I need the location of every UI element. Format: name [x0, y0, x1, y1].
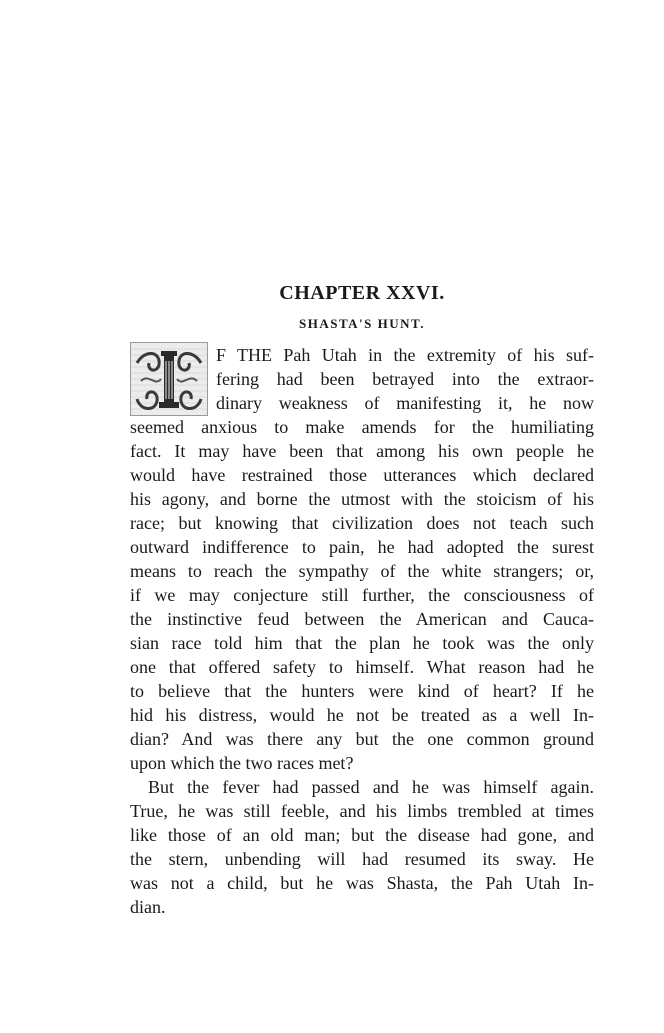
text-line: race; but knowing that civilization does not teach such [130, 513, 594, 533]
text-line: means to reach the sympathy of the white strangers; or, [130, 561, 594, 581]
text-line: was not a child, but he was Shasta, the Pah Utah In- [130, 873, 594, 893]
text-line: hid his distress, would he not be treated as a well In- [130, 705, 594, 725]
text-line: outward indifference to pain, he had adopted the surest [130, 537, 594, 557]
text-line: his agony, and borne the utmost with the stoicism of his [130, 489, 594, 509]
text-line: seemed anxious to make amends for the humiliating [130, 417, 594, 437]
chapter-subtitle: SHASTA'S HUNT. [299, 316, 425, 331]
text-line: to believe that the hunters were kind of heart? If he [130, 681, 594, 701]
text-line: like those of an old man; but the disease had gone, and [130, 825, 594, 845]
ornamental-initial-icon [131, 343, 207, 415]
text-line: True, he was still feeble, and his limbs trembled at times [130, 801, 594, 821]
text-line: sian race told him that the plan he took was the only [130, 633, 594, 653]
text-line: the instinctive feud between the American and Cauca- [130, 609, 594, 629]
chapter-title: CHAPTER XXVI. [279, 282, 445, 304]
text-line: fact. It may have been that among his own people he [130, 441, 594, 461]
text-line: F THE Pah Utah in the extremity of his suf- [216, 345, 594, 365]
text-line: dian. [130, 897, 166, 917]
text-line: fering had been betrayed into the extraor- [216, 369, 594, 389]
ornamental-initial [130, 342, 208, 416]
text-line: dian? And was there any but the one common ground [130, 729, 594, 749]
text-line: But the fever had passed and he was himself again. [148, 777, 594, 797]
text-line: dinary weakness of manifesting it, he now [216, 393, 594, 413]
text-line: would have restrained those utterances which declared [130, 465, 594, 485]
text-line: the stern, unbending will had resumed its sway. He [130, 849, 594, 869]
text-line: one that offered safety to himself. What reason had he [130, 657, 594, 677]
text-line: if we may conjecture still further, the consciousness of [130, 585, 594, 605]
text-line: upon which the two races met? [130, 753, 354, 773]
